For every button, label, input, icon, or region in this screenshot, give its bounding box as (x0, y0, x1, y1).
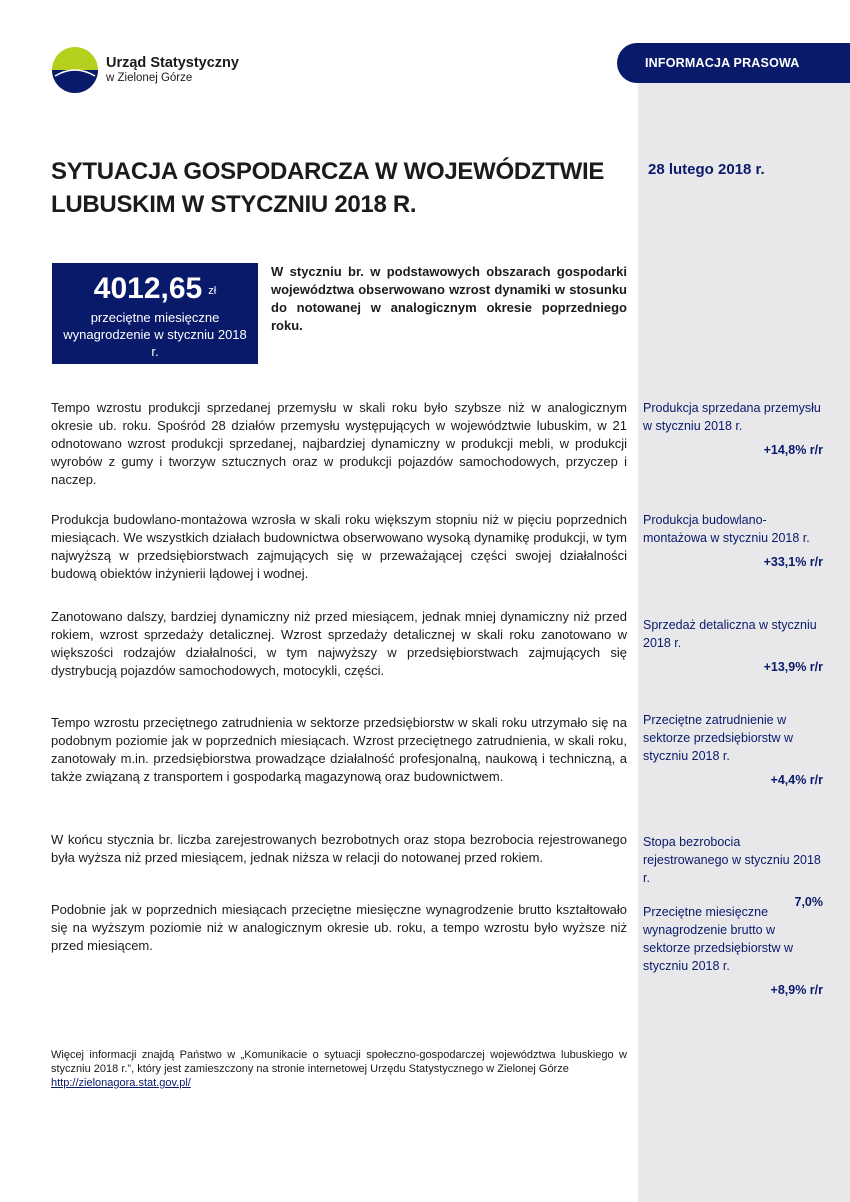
footer-link[interactable]: http://zielonagora.stat.gov.pl/ (51, 1077, 191, 1089)
publication-date: 28 lutego 2018 r. (648, 161, 765, 178)
highlight-label: przeciętne miesięczne wynagrodzenie w styczniu 2018 r. (63, 310, 247, 359)
sidebar-stat-value: 7,0% (794, 895, 823, 909)
sidebar-stat-label: Produkcja sprzedana przemysłu w styczniu 2018 r. (643, 401, 821, 433)
footer-text: Więcej informacji znajdą Państwo w „Komunikacie o sytuacji społeczno-gospodarczej województwa lubuskiego w styczniu 2018 r.”, który jest zamieszczony na stronie internetowej Urzędu Statystycznego w Zielonej Górze (51, 1049, 627, 1075)
organization-name (106, 55, 239, 85)
page-title (51, 155, 611, 221)
sidebar-stat-value: +4,4% r/r (770, 773, 823, 787)
lead-paragraph: W styczniu br. w podstawowych obszarach gospodarki województwa obserwowano wzrost dynamiki w stosunku do notowanej w analogicznym okresie poprzedniego roku. (271, 264, 627, 333)
paragraph-construction: Produkcja budowlano-montażowa wzrosła w skali roku większym stopniu niż w pięciu poprzednich miesiącach. We wszystkich działach budownictwa obserwowano wysoką dynamikę produkcji, w tym najwyższą w przedsiębiorstwach zajmujących się w przeważającej części swojej działalności budową obiektów inżynierii lądowej i wodnej. (51, 512, 627, 581)
sidebar-stat-label: Produkcja budowlano-montażowa w styczniu 2018 r. (643, 513, 810, 545)
highlight-value: 4012,65 (93, 272, 203, 305)
paragraph-unemployment: W końcu stycznia br. liczba zarejestrowanych bezrobotnych oraz stopa bezrobocia rejestrowanego była wyższa niż przed miesiącem, jednak niższa w relacji do notowanej przed rokiem. (51, 832, 627, 865)
sidebar-stat-label: Przeciętne miesięczne wynagrodzenie brutto w sektorze przedsiębiorstw w styczniu 2018 r. (643, 905, 794, 973)
paragraph-employment: Tempo wzrostu przeciętnego zatrudnienia w sektorze przedsiębiorstw w skali roku utrzymało się na podobnym poziomie jak w poprzednich miesiącach. Wzrost przeciętnego zatrudnienia, w skali roku, zanotowały m.in. przedsiębiorstwa prowadzące działalność profesjonalną, naukową i techniczną, a także związaną z transportem i gospodarką magazynową oraz budownictwem. (51, 715, 627, 784)
title-line1: SYTUACJA GOSPODARCZA W WOJEWÓDZTWIE (51, 158, 605, 185)
sidebar-stat-label: Stopa bezrobocia rejestrowanego w styczniu 2018 r. (643, 835, 821, 885)
sidebar-stat-retail (643, 616, 823, 676)
highlight-unit: zł (208, 285, 217, 297)
sidebar-stat-unemployment (643, 833, 823, 911)
org-name-line2: w Zielonej Górze (106, 72, 193, 84)
org-name-line1: Urząd Statystyczny (106, 55, 239, 71)
sidebar-stat-construction (643, 511, 823, 571)
sidebar-stat-value: +14,8% r/r (763, 443, 823, 457)
sidebar-stat-value: +13,9% r/r (763, 660, 823, 674)
footer-note (51, 1048, 627, 1090)
sidebar-stat-wages (643, 903, 823, 999)
sidebar-stat-value: +8,9% r/r (770, 983, 823, 997)
highlight-stat-box (52, 263, 258, 364)
sidebar-stat-employment (643, 711, 823, 789)
sidebar-stat-value: +33,1% r/r (763, 555, 823, 569)
title-line2: LUBUSKIM W STYCZNIU 2018 R. (51, 191, 417, 218)
paragraph-retail: Zanotowano dalszy, bardziej dynamiczny niż przed miesiącem, jednak mniej dynamiczny niż przed rokiem, wzrost sprzedaży detalicznej. Wzrost sprzedaży detalicznej w skali roku zanotowano w większości rodzajów działalności, w tym najwyższy w przedsiębiorstwach zajmujących się dystrybucją pojazdów samochodowych, motocykli, części. (51, 609, 627, 678)
paragraph-industry: Tempo wzrostu produkcji sprzedanej przemysłu w skali roku było szybsze niż w analogicznym okresie ub. roku. Spośród 28 działów przemysłu występujących w województwie lubuskim, w 21 odnotowano wzrost produkcji sprzedanej, najbardziej dynamiczny w produkcji mebli, w produkcji wyrobów z gumy i tworzyw sztucznych oraz w produkcji pojazdów samochodowych, przyczep i naczep. (51, 400, 627, 487)
paragraph-wages: Podobnie jak w poprzednich miesiącach przeciętne miesięczne wynagrodzenie brutto kształtowało się na wyższym poziomie niż w analogicznym okresie ub. roku, a tempo wzrostu było wyższe niż przed miesiącem. (51, 902, 627, 953)
sidebar-stat-industry (643, 399, 823, 459)
sidebar-stat-label: Przeciętne zatrudnienie w sektorze przedsiębiorstw w styczniu 2018 r. (643, 713, 794, 763)
sidebar-stat-label: Sprzedaż detaliczna w styczniu 2018 r. (643, 618, 817, 650)
logo-icon (51, 46, 99, 94)
highlight-value-row (52, 271, 258, 309)
press-release-tab: INFORMACJA PRASOWA (617, 43, 850, 83)
